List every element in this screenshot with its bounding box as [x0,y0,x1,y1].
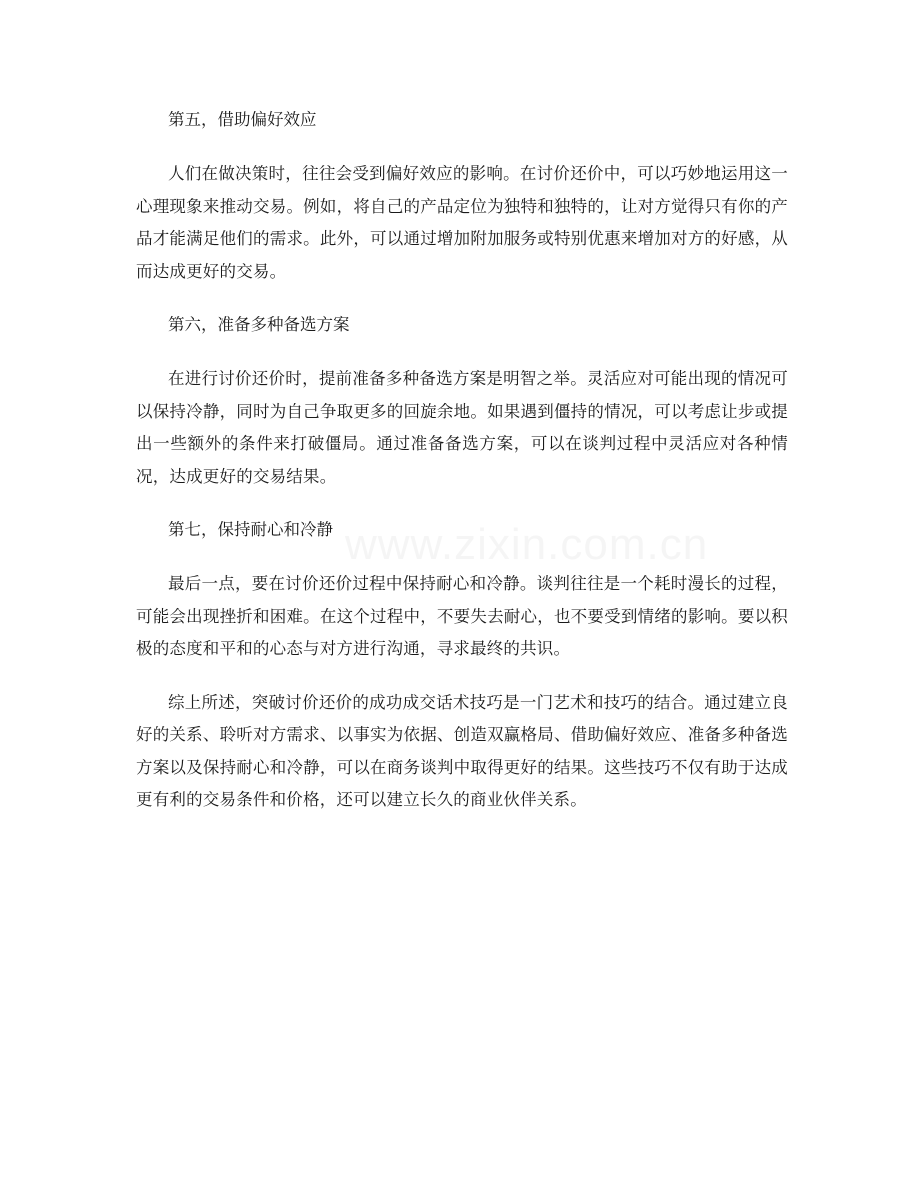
section-body-6: 在进行讨价还价时，提前准备多种备选方案是明智之举。灵活应对可能出现的情况可以保持冷静，同时为自己争取更多的回旋余地。如果遇到僵持的情况，可以考虑让步或提出一些额外的条件来打破僵局。通过准备备选方案，可以在谈判过程中灵活应对各种情况，达成更好的交易结果。 [136,369,788,486]
section-heading-7: 第七，保持耐心和冷静 [168,520,333,539]
document-content [136,104,788,817]
section-heading-6: 第六，准备多种备选方案 [168,315,350,334]
conclusion-paragraph: 综上所述，突破讨价还价的成功成交话术技巧是一门艺术和技巧的结合。通过建立良好的关系、聆听对方需求、以事实为依据、创造双赢格局、借助偏好效应、准备多种备选方案以及保持耐心和冷静，可以在商务谈判中取得更好的结果。这些技巧不仅有助于达成更有利的交易条件和价格，还可以建立长久的商业伙伴关系。 [136,692,788,809]
section-body-5: 人们在做决策时，往往会受到偏好效应的影响。在讨价还价中，可以巧妙地运用这一心理现象来推动交易。例如，将自己的产品定位为独特和独特的，让对方觉得只有你的产品才能满足他们的需求。此外，可以通过增加附加服务或特别优惠来增加对方的好感，从而达成更好的交易。 [136,164,788,281]
section-heading-5: 第五，借助偏好效应 [168,110,317,129]
section-body-7: 最后一点，要在讨价还价过程中保持耐心和冷静。谈判往往是一个耗时漫长的过程，可能会出现挫折和困难。在这个过程中，不要失去耐心，也不要受到情绪的影响。要以积极的态度和平和的心态与对方进行沟通，寻求最终的共识。 [136,574,788,658]
watermark: www.zixin.com.cn [345,520,709,569]
